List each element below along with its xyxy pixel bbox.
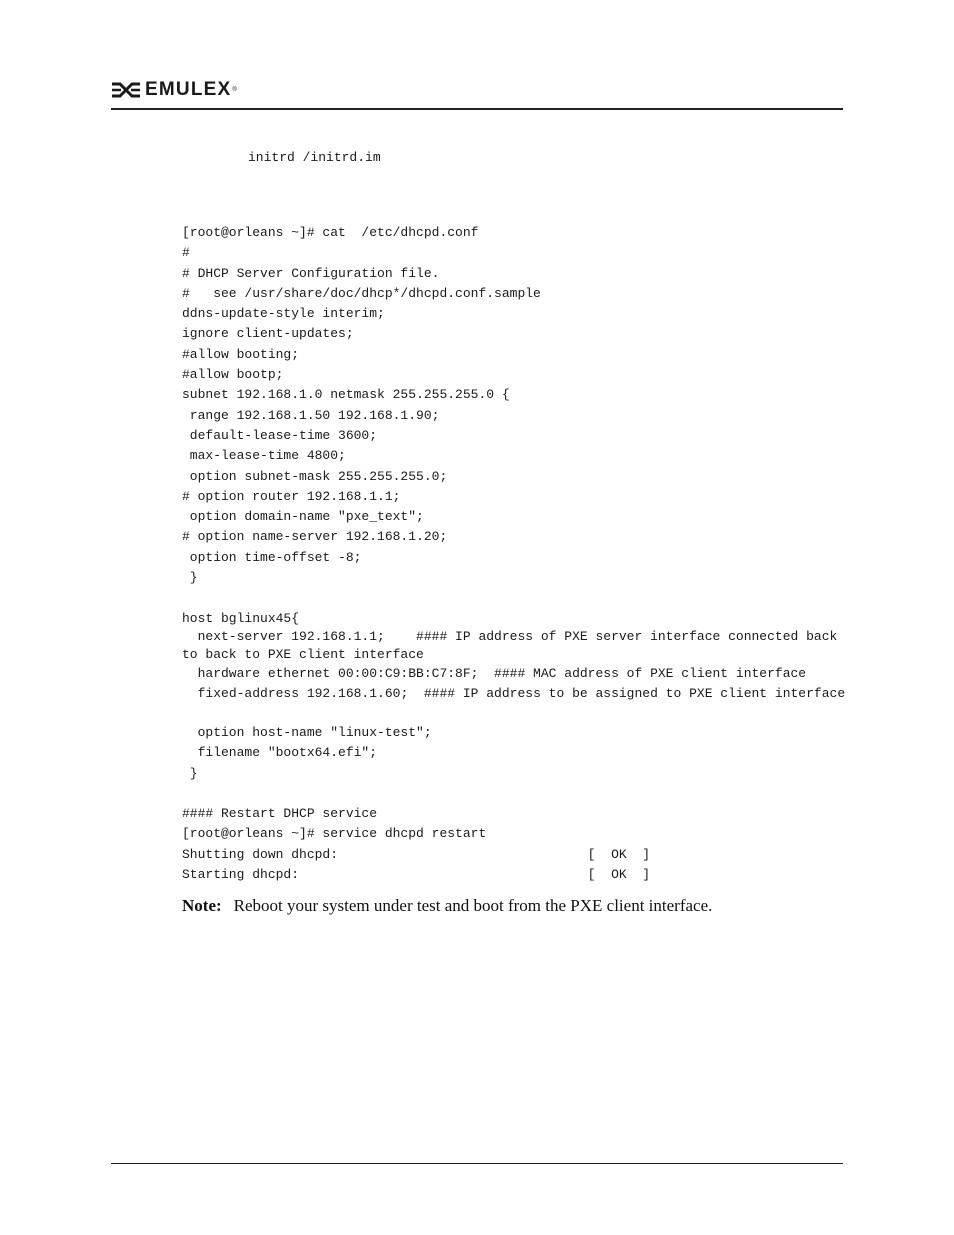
code-line: option domain-name "pxe_text"; <box>182 509 424 525</box>
code-line: ignore client-updates; <box>182 326 354 342</box>
footer-rule <box>111 1163 843 1164</box>
code-line: option subnet-mask 255.255.255.0; <box>182 468 448 484</box>
initrd-line: initrd /initrd.im <box>248 150 381 165</box>
code-line: [root@orleans ~]# cat /etc/dhcpd.conf <box>182 225 479 240</box>
header-rule <box>111 108 843 110</box>
emulex-logo <box>111 80 237 100</box>
code-line: # <box>182 245 190 261</box>
emulex-logo-icon <box>111 82 141 98</box>
code-line: # option name-server 192.168.1.20; <box>182 529 448 545</box>
code-line: Starting dhcpd: [ OK ] <box>182 867 651 883</box>
code-line: host bglinux45{ <box>182 610 300 626</box>
code-line: Shutting down dhcpd: [ OK ] <box>182 846 651 862</box>
code-line: range 192.168.1.50 192.168.1.90; <box>182 407 440 423</box>
dhcp-restart-listing <box>182 723 650 885</box>
code-line: [root@orleans ~]# service dhcpd restart <box>182 826 487 842</box>
fixed-address-line: fixed-address 192.168.1.60; #### IP address to be assigned to PXE client interface <box>182 686 846 701</box>
code-line: subnet 192.168.1.0 netmask 255.255.255.0 { <box>182 387 510 403</box>
code-line: #allow bootp; <box>182 367 284 383</box>
code-line: option time-offset -8; <box>182 549 362 565</box>
code-line: ddns-update-style interim; <box>182 306 385 322</box>
code-line: option host-name "linux-test"; <box>182 725 432 740</box>
code-line: filename "bootx64.efi"; <box>182 745 378 761</box>
note-label: Note: <box>182 896 222 915</box>
code-line: #allow booting; <box>182 346 300 362</box>
logo-trademark: ® <box>232 87 237 93</box>
code-line: #### Restart DHCP service <box>182 806 378 822</box>
code-line: } <box>182 765 198 781</box>
hardware-ethernet-line: hardware ethernet 00:00:C9:BB:C7:8F; #### MAC address of PXE client interface <box>182 666 807 681</box>
code-line: } <box>182 570 198 586</box>
code-line: default-lease-time 3600; <box>182 427 378 443</box>
code-line: max-lease-time 4800; <box>182 448 346 464</box>
code-line: # DHCP Server Configuration file. <box>182 265 440 281</box>
code-line: # option router 192.168.1.1; <box>182 488 401 504</box>
logo-text: EMULEX <box>145 79 232 100</box>
next-server-line: next-server 192.168.1.1; #### IP address of PXE server interface connected back to back to PXE client interface <box>182 629 846 662</box>
dhcpd-conf-listing <box>182 223 541 629</box>
code-line: # see /usr/share/doc/dhcp*/dhcpd.conf.sample <box>182 285 541 301</box>
note <box>182 896 712 916</box>
note-text: Reboot your system under test and boot from the PXE client interface. <box>233 896 713 915</box>
